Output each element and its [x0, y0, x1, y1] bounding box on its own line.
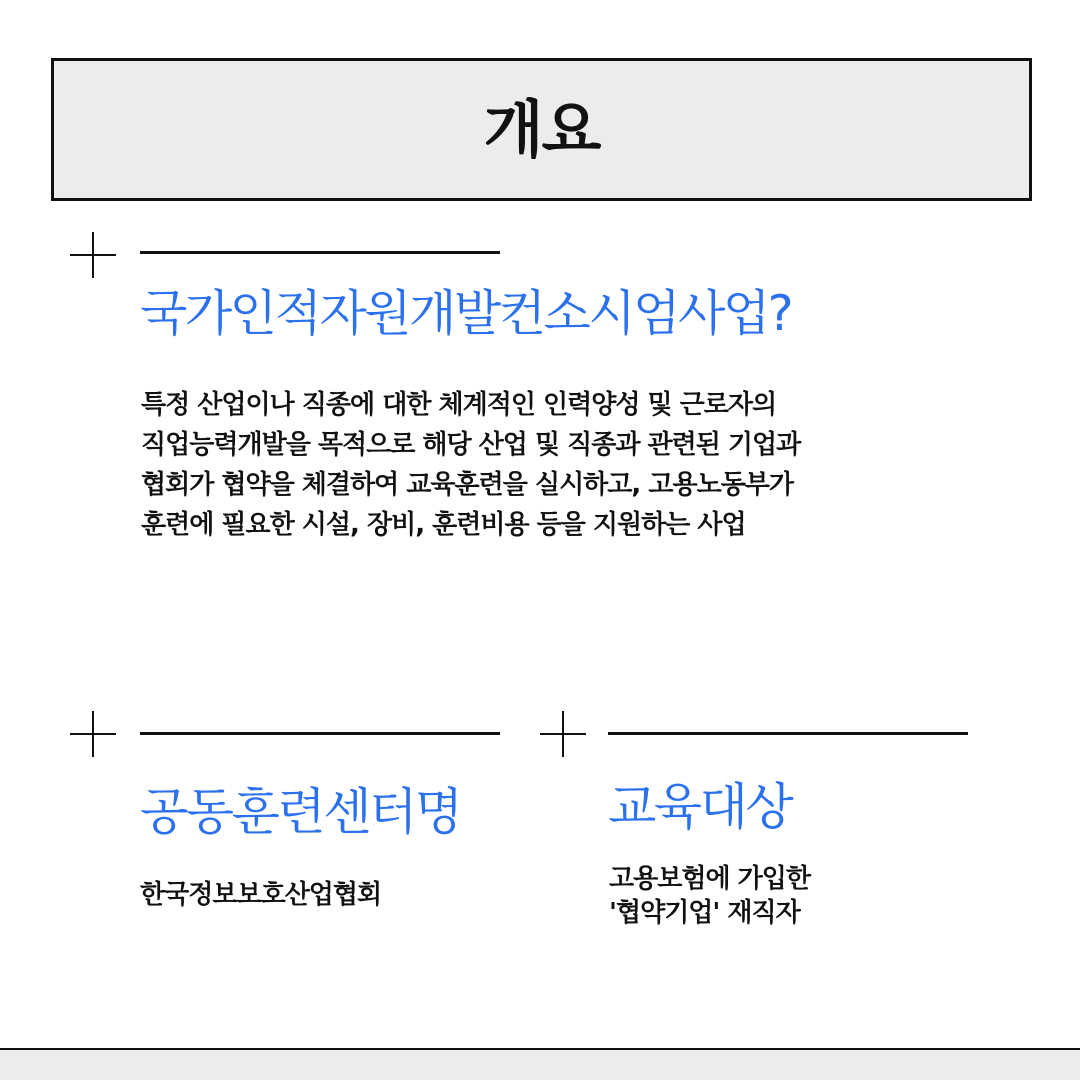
center-name: 한국정보보호산업협회: [140, 880, 382, 910]
title-box: [51, 58, 1032, 201]
footer-bar: [0, 1048, 1080, 1080]
target-line: 고용보험에 가입한: [609, 864, 810, 894]
overview-line: 훈련에 필요한 시설, 장비, 훈련비용 등을 지원하는 사업: [141, 510, 746, 540]
page-title: 개요: [483, 92, 600, 166]
plus-icon: [540, 711, 586, 757]
overview-line: 직업능력개발을 목적으로 해당 산업 및 직종과 관련된 기업과: [141, 430, 801, 460]
divider-line: [140, 732, 500, 735]
overview-heading: 국가인적자원개발컨소시엄사업?: [140, 285, 792, 342]
center-heading: 공동훈련센터명: [140, 783, 461, 841]
overview-description: [141, 385, 1021, 545]
divider-line: [140, 251, 500, 254]
overview-line: 협회가 협약을 체결하여 교육훈련을 실시하고, 고용노동부가: [141, 470, 794, 500]
target-heading: 교육대상: [608, 778, 792, 836]
target-description: [609, 862, 810, 930]
plus-icon: [70, 711, 116, 757]
divider-line: [608, 732, 968, 735]
overview-line: 특정 산업이나 직종에 대한 체계적인 인력양성 및 근로자의: [141, 390, 777, 420]
target-line: '협약기업' 재직자: [609, 898, 800, 928]
plus-icon: [70, 232, 116, 278]
